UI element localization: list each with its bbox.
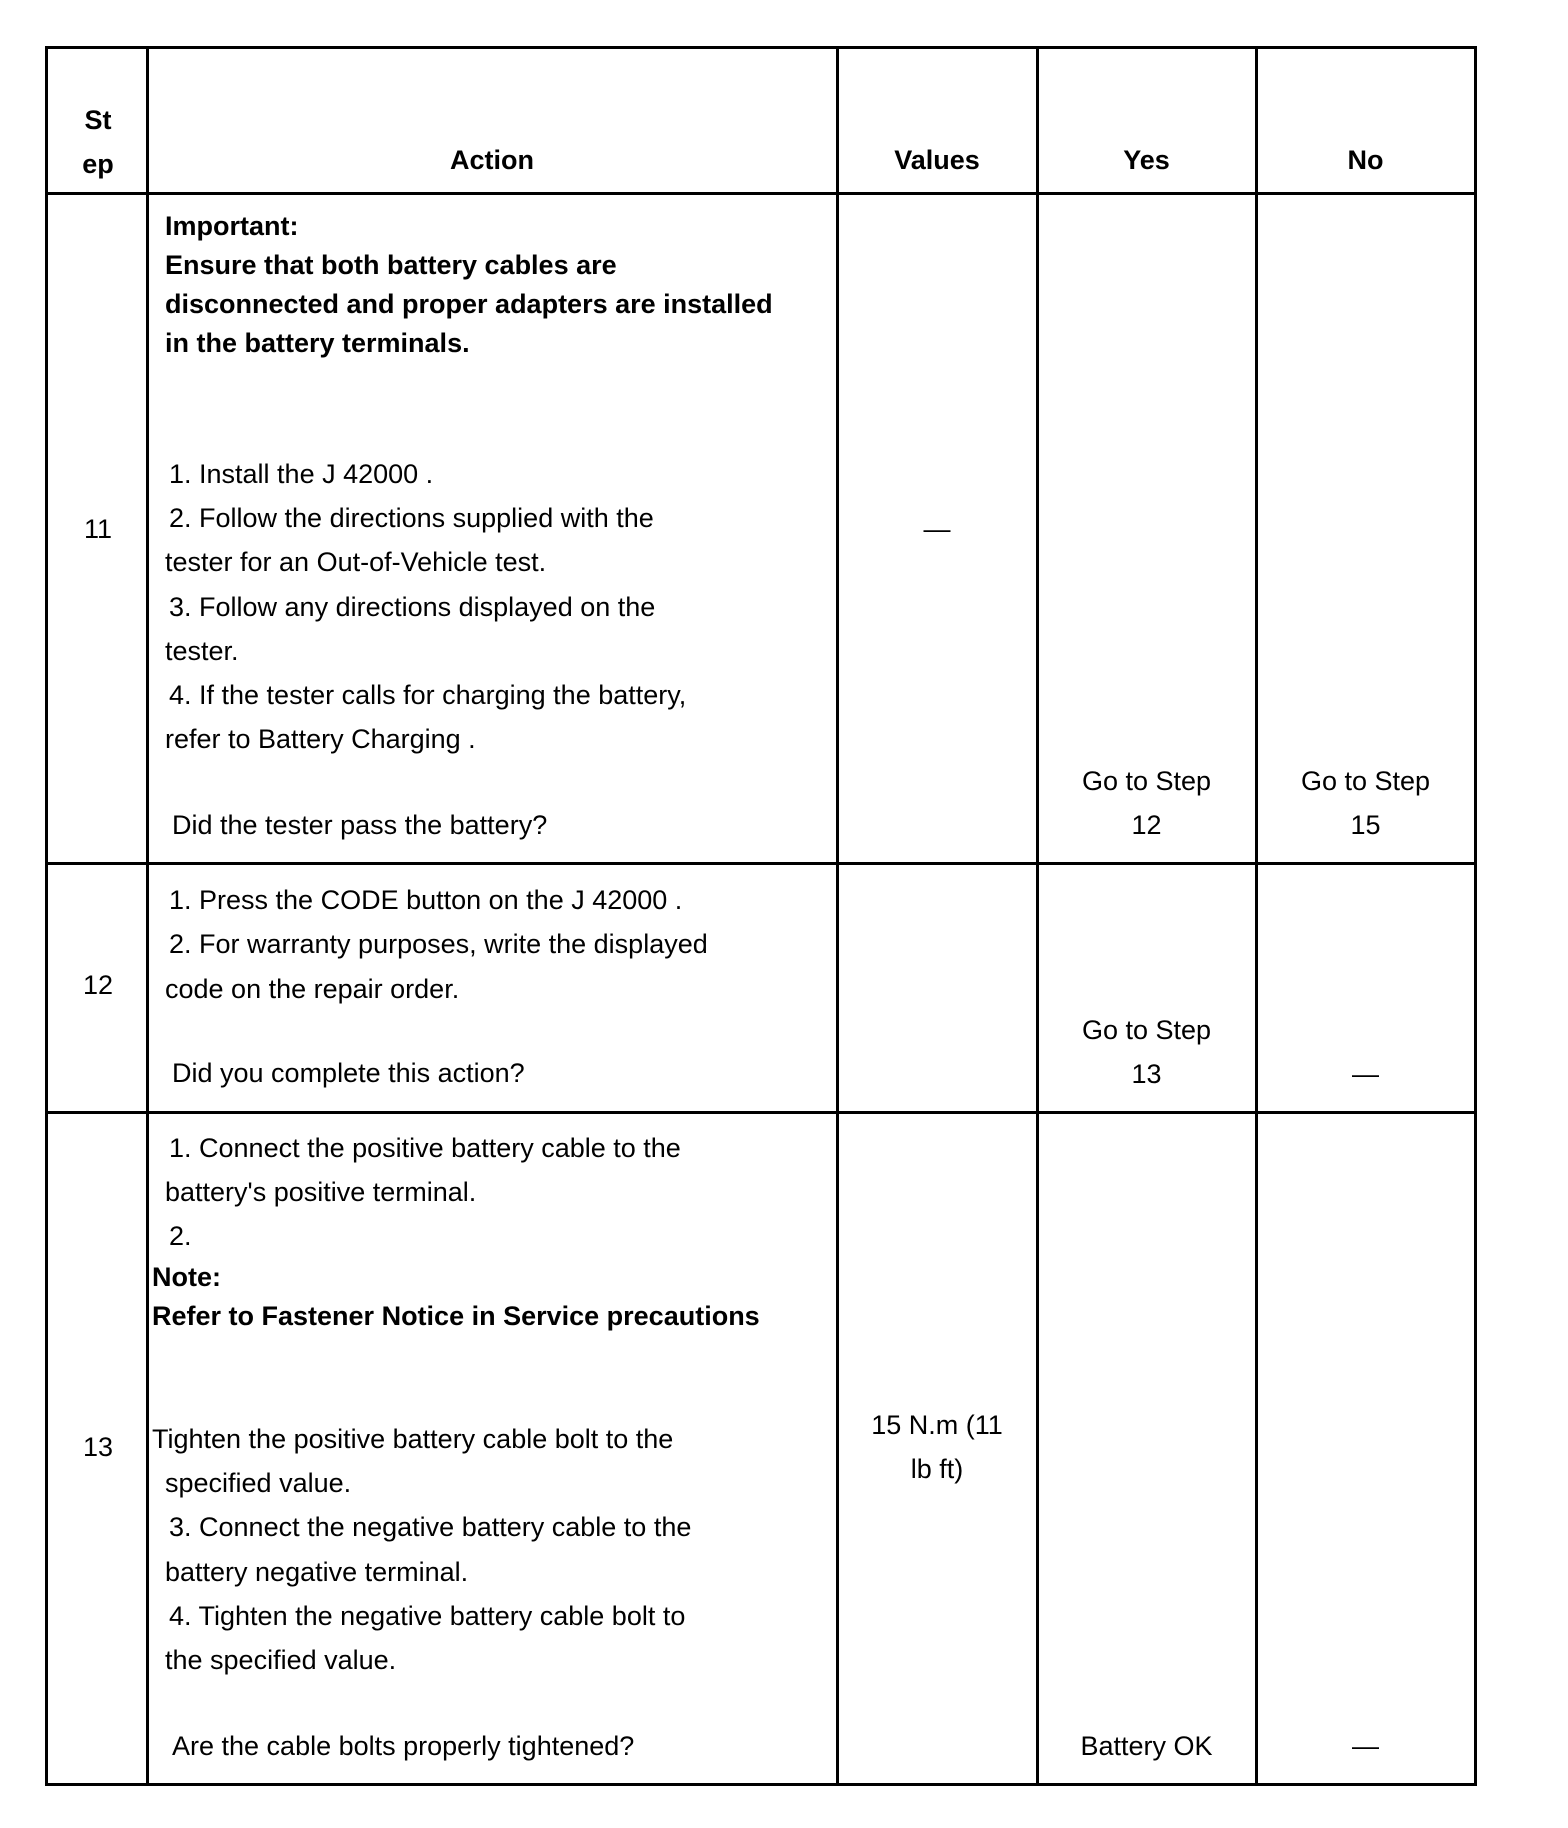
note-title: Note: [152,1262,221,1292]
row-13-question: Are the cable bolts properly tightened? [172,1731,635,1761]
row-12-question: Did you complete this action? [172,1058,525,1088]
action-line: 2. Follow the directions supplied with the [169,503,654,533]
row-13-step: 13 [82,1432,114,1462]
important-text [165,246,773,363]
action-line: 2. [169,1221,192,1251]
row-12-yes-line: 13 [1131,1059,1162,1089]
important-title: Important: [165,211,299,241]
action-line: 4. Tighten the negative battery cable bolt to [169,1601,686,1631]
row-11-values: — [923,514,951,544]
row-11-yes [1038,759,1255,847]
action-line: specified value. [165,1468,352,1498]
action-line: tester. [165,636,239,666]
important-line: in the battery terminals. [165,328,470,358]
header-step-line-1: St [84,105,112,135]
row-13-values-line: 15 N.m (11 [871,1410,1003,1440]
row-11-yes-line: 12 [1131,810,1162,840]
header-yes: Yes [1123,145,1170,175]
table-border-bottom [45,1783,1477,1786]
column-divider [146,46,149,1786]
column-divider [836,46,839,1786]
header-values: Values [894,145,980,175]
note-text: Refer to Fastener Notice in Service precautions [152,1301,760,1331]
action-line: battery's positive terminal. [165,1177,477,1207]
action-line: code on the repair order. [165,974,460,1004]
row-11-no-line: Go to Step [1300,766,1431,796]
header-action: Action [450,145,534,175]
row-11-step: 11 [83,514,113,544]
action-line: 3. Follow any directions displayed on the [169,592,656,622]
action-line: 3. Connect the negative battery cable to the [169,1512,692,1542]
header-step-line-2: ep [82,149,114,179]
action-line: 2. For warranty purposes, write the displayed [169,929,708,959]
action-line: battery negative terminal. [165,1557,469,1587]
row-11-no [1257,759,1474,847]
row-13-yes: Battery OK [1080,1731,1213,1761]
row-divider [45,1111,1477,1114]
table-border-right [1474,46,1477,1786]
row-12-yes [1038,1008,1255,1096]
row-11-yes-line: Go to Step [1081,766,1212,796]
table-border-top [45,46,1477,49]
row-divider [45,862,1477,865]
row-12-step: 12 [82,970,114,1000]
important-line: disconnected and proper adapters are installed [165,289,773,319]
action-line: 4. If the tester calls for charging the battery, [169,680,687,710]
row-11-no-line: 15 [1350,810,1381,840]
important-line: Ensure that both battery cables are [165,250,617,280]
row-12-no: — [1352,1059,1379,1089]
row-13-values [838,1403,1036,1491]
row-11-question: Did the tester pass the battery? [172,810,548,840]
action-line: tester for an Out-of-Vehicle test. [165,547,547,577]
header-no: No [1347,145,1384,175]
header-divider [45,192,1477,195]
row-13-values-line: lb ft) [910,1454,964,1484]
action-line: Tighten the positive battery cable bolt to the [152,1424,674,1454]
action-line: 1. Press the CODE button on the J 42000 . [169,885,683,915]
row-12-yes-line: Go to Step [1081,1015,1212,1045]
row-13-no: — [1352,1731,1379,1761]
action-line: 1. Install the J 42000 . [169,459,434,489]
column-divider [1255,46,1258,1786]
action-line: refer to Battery Charging . [165,724,476,754]
action-line: the specified value. [165,1645,397,1675]
table-border-left [45,46,48,1786]
column-divider [1036,46,1039,1786]
header-step [48,98,148,186]
action-line: 1. Connect the positive battery cable to the [169,1133,681,1163]
